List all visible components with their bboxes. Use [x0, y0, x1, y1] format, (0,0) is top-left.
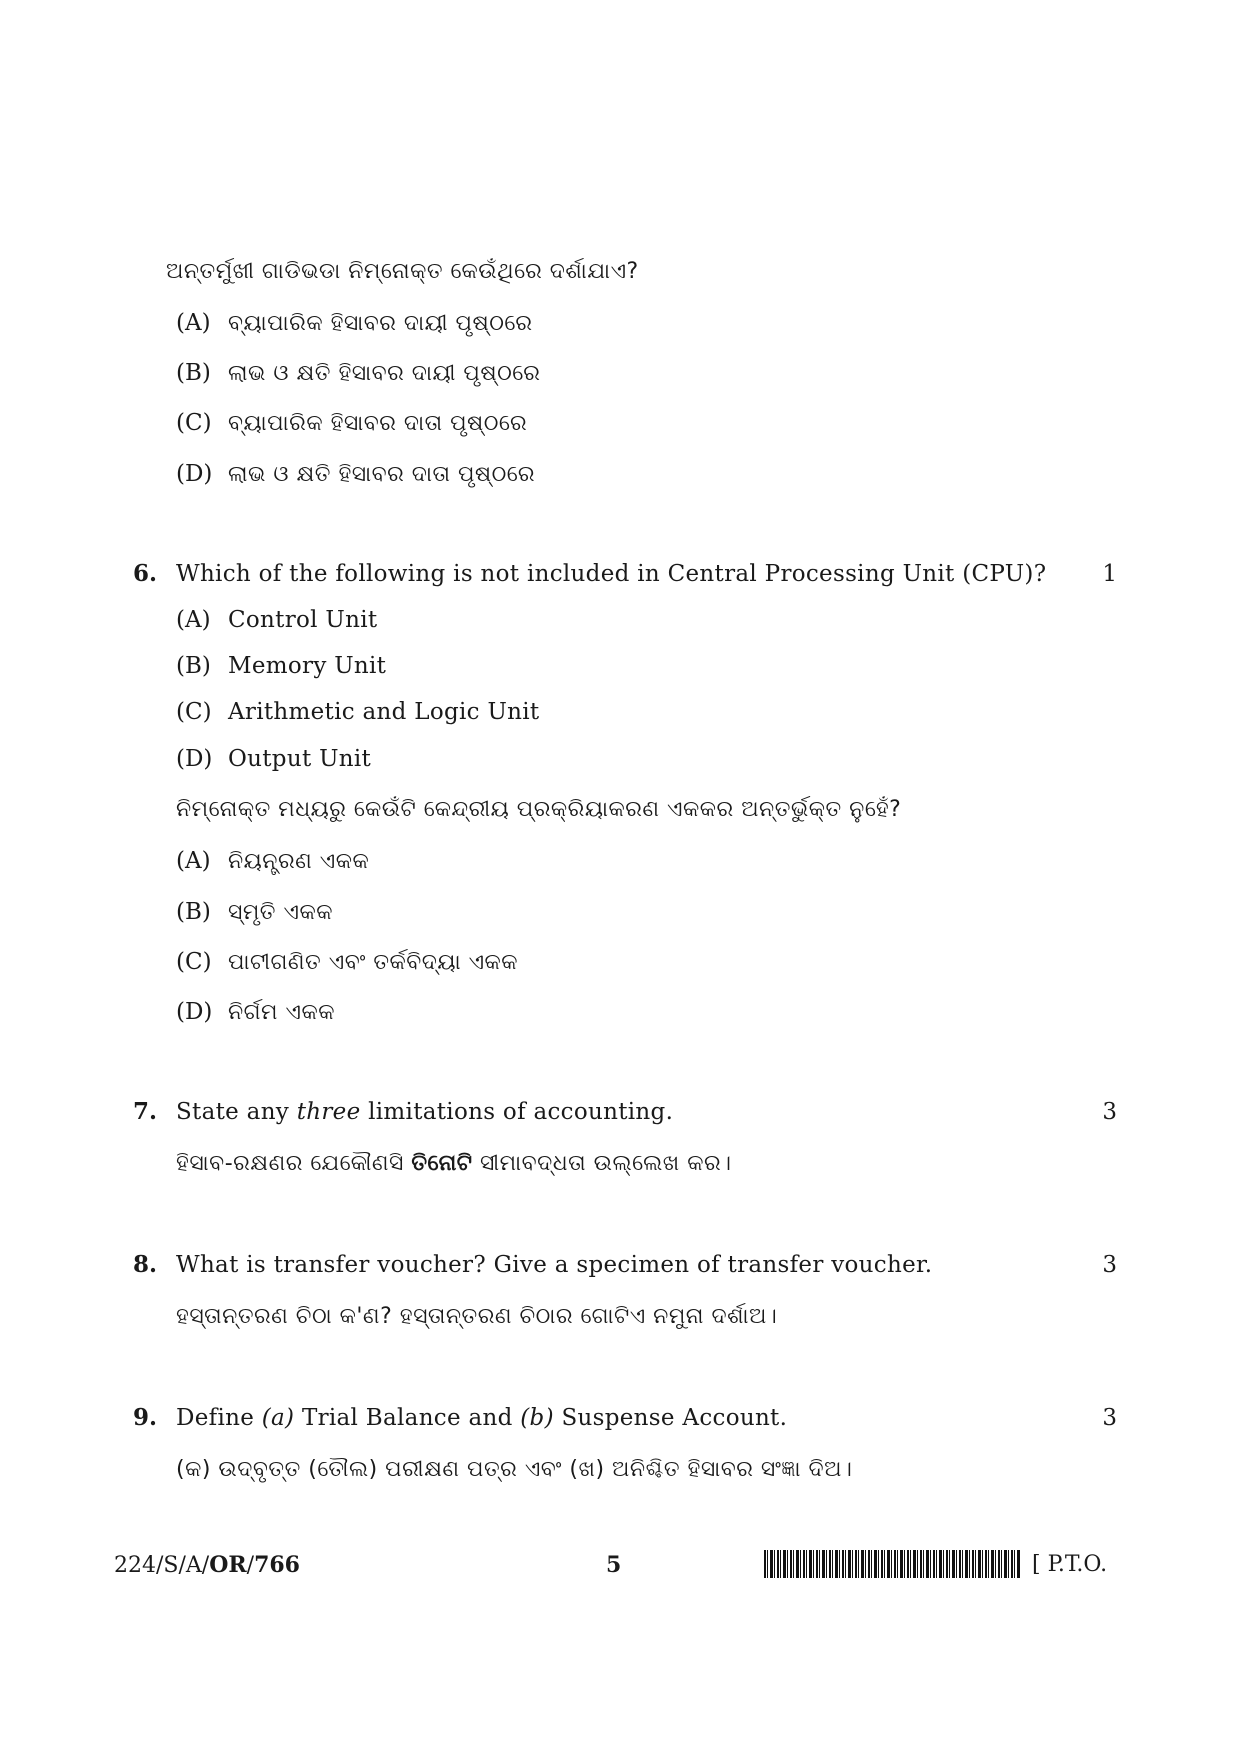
- option-label: (A): [176, 848, 211, 874]
- q5-option-b: [176, 358, 540, 389]
- option-text: ସ୍ମୃତି ଏକକ: [228, 900, 333, 925]
- q5-odia-question: ଅନ୍ତର୍ମୁଖୀ ଗାଡିଭଡା ନିମ୍ନୋକ୍ତ କେଉଁଥିରେ ଦର୍ଶାଯାଏ?: [166, 259, 639, 284]
- paper-code-pre: 224/S/A/: [114, 1553, 210, 1578]
- option-text: ବ୍ୟାପାରିକ ହିସାବର ଦାତା ପୃଷ୍ଠରେ: [228, 411, 528, 436]
- option-label: (C): [176, 949, 212, 975]
- option-label: (A): [176, 310, 211, 336]
- barcode-image: [764, 1550, 1020, 1578]
- q6-odia-option-c: [176, 947, 518, 978]
- option-text: ଲାଭ ଓ କ୍ଷତି ହିସାବର ଦାତା ପୃଷ୍ଠରେ: [228, 462, 536, 487]
- option-text: Output Unit: [228, 746, 372, 772]
- q6-odia-option-b: [176, 897, 333, 928]
- q7-question: [176, 1097, 673, 1127]
- q7-odia-pre: ହିସାବ-ରକ୍ଷଣର ଯେକୌଣସି: [176, 1151, 412, 1176]
- q6-option-b: [176, 651, 386, 681]
- page-number: 5: [606, 1552, 622, 1578]
- q8-marks: 3: [1102, 1252, 1117, 1278]
- q6-question: Which of the following is not included in Central Processing Unit (CPU)?: [176, 561, 1047, 587]
- option-label: (A): [176, 607, 211, 633]
- option-label: (C): [176, 410, 212, 436]
- q5-option-c: [176, 408, 527, 439]
- q9-question: [176, 1403, 787, 1433]
- q6-marks: 1: [1102, 561, 1117, 587]
- q9-text-pre: Define: [176, 1405, 262, 1431]
- option-text: Control Unit: [228, 607, 378, 633]
- q6-option-a: [176, 605, 377, 635]
- q6-odia-option-d: [176, 997, 335, 1028]
- q6-odia-option-a: [176, 846, 369, 877]
- q6-option-c: [176, 697, 539, 727]
- q7-odia-post: ସୀମାବଦ୍ଧତା ଉଲ୍ଲେଖ କର।: [472, 1151, 732, 1176]
- pto-label: [ P.T.O.: [1032, 1552, 1108, 1577]
- q8-question: What is transfer voucher? Give a specimen of transfer voucher.: [176, 1252, 933, 1278]
- q7-text-em: three: [296, 1099, 361, 1125]
- option-text: ଲାଭ ଓ କ୍ଷତି ହିସାବର ଦାୟୀ ପୃଷ୍ଠରେ: [228, 361, 541, 386]
- option-label: (D): [176, 999, 213, 1025]
- q7-odia: [176, 1149, 732, 1179]
- q8-odia: ହସ୍ତାନ୍ତରଣ ଚିଠା କ'ଣ? ହସ୍ତାନ୍ତରଣ ଚିଠାର ଗୋଟିଏ ନମୁନା ଦର୍ଶାଅ।: [176, 1304, 778, 1329]
- q9-text-b: (b): [520, 1405, 554, 1431]
- option-text: ନିୟନ୍ତ୍ରଣ ଏକକ: [228, 849, 370, 874]
- q6-option-d: [176, 744, 371, 774]
- option-label: (B): [176, 360, 211, 386]
- option-label: (C): [176, 699, 212, 725]
- q7-number: 7.: [133, 1098, 158, 1125]
- option-text: ବ୍ୟାପାରିକ ହିସାବର ଦାୟୀ ପୃଷ୍ଠରେ: [228, 311, 533, 336]
- q5-option-d: [176, 459, 535, 490]
- q7-text-pre: State any: [176, 1099, 297, 1125]
- option-text: ପାଟୀଗଣିତ ଏବଂ ତର୍କବିଦ୍ୟା ଏକକ: [228, 950, 519, 975]
- q9-odia: (କ) ଉଦ୍‌ବୃତ୍ତ (ତୌଲ) ପରୀକ୍ଷଣ ପତ୍ର ଏବଂ (ଖ) ଅନିଶ୍ଚିତ ହିସାବର ସଂଜ୍ଞା ଦିଅ।: [176, 1457, 853, 1482]
- q9-marks: 3: [1102, 1405, 1117, 1431]
- option-label: (D): [176, 746, 213, 772]
- q7-odia-bold: ତିନୋଟି: [411, 1151, 473, 1176]
- q6-odia-question: ନିମ୍ନୋକ୍ତ ମଧ୍ୟରୁ କେଉଁଟି କେନ୍ଦ୍ରୀୟ ପ୍ରକ୍ରିୟାକରଣ ଏକକର ଅନ୍ତର୍ଭୁକ୍ତ ନୁହେଁ?: [176, 797, 902, 822]
- q7-marks: 3: [1102, 1099, 1117, 1125]
- q9-text-a: (a): [261, 1405, 295, 1431]
- paper-code-num: 766: [254, 1552, 300, 1578]
- q5-option-a: [176, 308, 533, 339]
- option-label: (B): [176, 899, 211, 925]
- q7-text-post: limitations of accounting.: [360, 1099, 674, 1125]
- q8-number: 8.: [133, 1251, 158, 1278]
- paper-code-sep: /: [246, 1553, 255, 1578]
- paper-code: [114, 1550, 300, 1581]
- option-text: ନିର୍ଗମ ଏକକ: [228, 1000, 335, 1025]
- q9-text-post: Suspense Account.: [553, 1405, 788, 1431]
- option-label: (D): [176, 461, 213, 487]
- paper-code-or: OR: [209, 1552, 247, 1578]
- option-text: Memory Unit: [228, 653, 387, 679]
- q9-text-mid: Trial Balance and: [294, 1405, 521, 1431]
- option-label: (B): [176, 653, 211, 679]
- q9-number: 9.: [133, 1404, 158, 1431]
- option-text: Arithmetic and Logic Unit: [228, 699, 540, 725]
- q6-number: 6.: [133, 560, 158, 587]
